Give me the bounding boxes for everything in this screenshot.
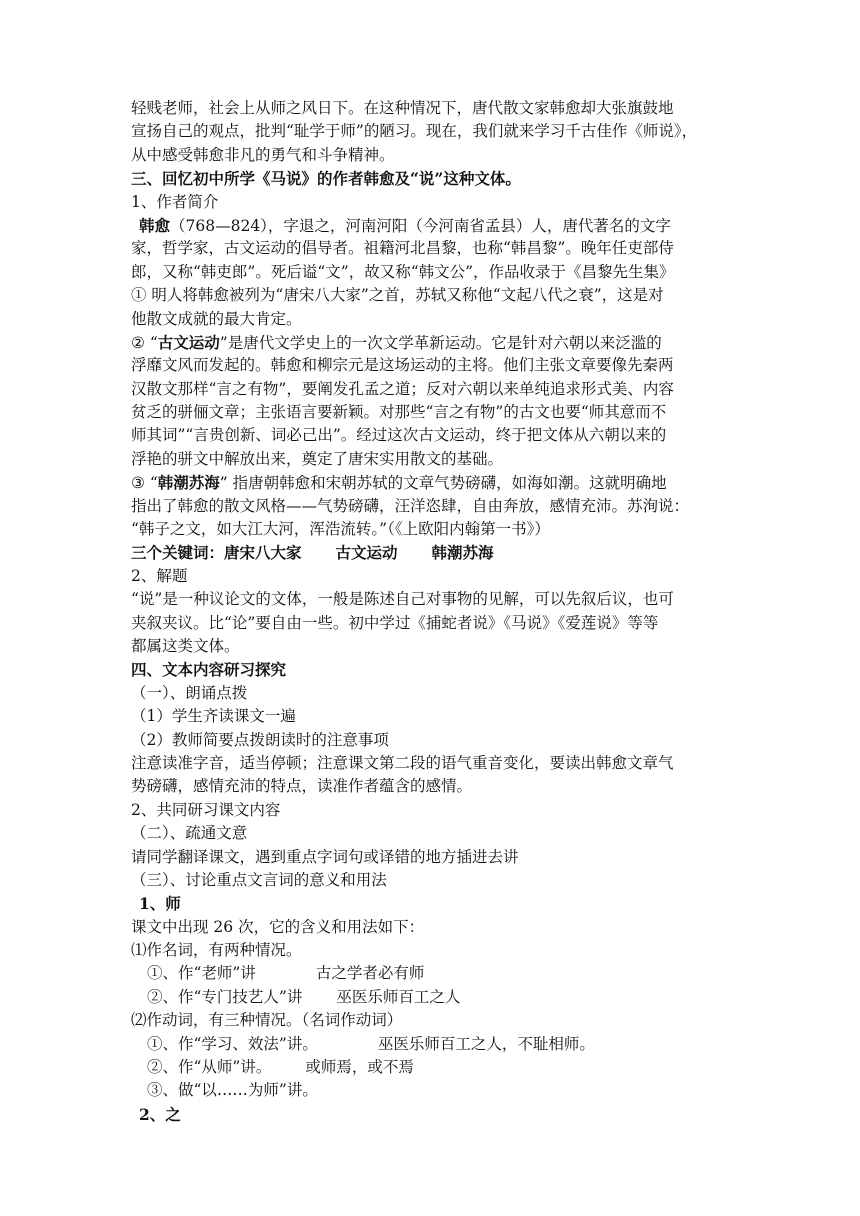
author-intro-text: （768—824），字退之，河南河阳（今河南省孟县）人，唐代著名的文字 [170,216,671,235]
paragraph-line: 浮靡文风而发起的。韩愈和柳宗元是这场运动的主将。他们主张文章要像先秦两 [131,356,674,375]
paragraph-line: 轻贱老师，社会上从师之风日下。在这种情况下，唐代散文家韩愈却大张旗鼓地 [131,99,674,117]
author-intro-line [131,214,731,237]
term-guwen-yundong: 古文运动 [157,332,220,352]
paragraph-line: “韩子之文，如大江大河，浑浩流转。”（《上欧阳内翰第一书》） [131,520,550,539]
word-heading-shi: 1、师 [139,894,181,914]
paragraph-line: 贫乏的骈俪文章；主张语言要新颖。对那些“言之有物”的古文也要“师其意而不 [131,403,667,422]
term-hanchao-suhai: 韩潮苏海 [157,473,220,493]
paragraph-line: 势磅礴，感情充沛的特点，读准作者蕴含的感情。 [131,777,473,796]
paragraph-line: 都属这类文体。 [131,636,240,655]
list-item: （2）教师简要点拨朗读时的注意事项 [131,730,389,749]
usage-example: 巫医乐师百工之人，不耻相师。 [377,1034,595,1053]
point-2-line [131,331,731,354]
usage-item [131,986,731,1009]
document-page [131,97,731,1126]
paragraph-line: “说”是一种议论文的文体，一般是陈述自己对事物的见解，可以先叙后议，也可 [131,590,674,609]
point-1-line: ① 明人将韩愈被列为“唐宋八大家”之首，苏轼又称他“文起八代之衰”，这是对 [131,286,664,305]
keyword-1: 三个关键词：唐宋八大家 [131,543,302,563]
usage-item [131,962,731,985]
usage-meaning: ②、作“专门技艺人”讲 [147,987,303,1006]
paragraph-line: 注意读准字音，适当停顿；注意课文第二段的语气重音变化，要读出韩愈文章气 [131,753,674,772]
paragraph-line: 师其词”“言贵创新、词必己出”。经过这次古文运动，终于把文体从六朝以来的 [131,426,667,445]
usage-meaning: ②、作“从师”讲。 [147,1058,272,1077]
usage-example: 或师焉，或不焉 [305,1058,414,1077]
list-item: （1）学生齐读课文一遍 [131,707,296,726]
paragraph-line: 郎，又称“韩吏郎”。死后谥“文”，故又称“韩文公”，作品收录于《昌黎先生集》 [131,262,675,281]
paragraph-line: 课文中出现 26 次，它的含义和用法如下： [131,917,425,936]
usage-item [131,1033,731,1056]
usage-category: ⑴作名词，有两种情况。 [131,941,302,960]
point-3-line [131,471,731,494]
paragraph-line: 他散文成就的最大肯定。 [131,309,302,328]
keyword-2: 古文运动 [335,543,398,563]
word-heading-zhi: 2、之 [139,1104,181,1124]
keyword-3: 韩潮苏海 [431,543,494,563]
point-text: ”是唐代文学史上的一次文学革新运动。它是针对六朝以来泛滥的 [219,333,662,352]
subsection-heading: （三）、讨论重点文言词的意义和用法 [131,870,387,889]
subsection-heading: （二）、疏通文意 [131,824,248,843]
subheading-author-intro: 1、作者简介 [131,192,219,211]
point-text: ” 指唐朝韩愈和宋朝苏轼的文章气势磅礴，如海如潮。这就明确地 [219,474,667,493]
paragraph-line: 浮艳的骈文中解放出来，奠定了唐宋实用散文的基础。 [131,449,504,468]
paragraph-line: 夹叙夹议。比“论”要自由一些。初中学过《捕蛇者说》《马说》《爱莲说》等等 [131,613,659,632]
usage-item [131,1056,731,1079]
paragraph-line: 汉散文那样“言之有物”，要阐发孔孟之道；反对六朝以来单纯追求形式美、内容 [131,379,674,398]
subheading-title-explain: 2、解题 [131,566,188,585]
subheading: 2、共同研习课文内容 [131,800,281,819]
keywords-line [131,541,731,564]
paragraph-line: 指出了韩愈的散文风格——气势磅礴，汪洋恣肆，自由奔放，感情充沛。苏洵说： [131,496,690,515]
usage-example: 巫医乐师百工之人 [336,987,461,1006]
usage-category: ⑵作动词，有三种情况。（名词作动词） [131,1011,403,1030]
usage-meaning: ①、作“老师”讲 [147,964,256,983]
point-marker: ② “ [131,333,158,352]
usage-example: 古之学者必有师 [315,964,425,983]
subsection-heading: （一）、朗诵点拨 [131,683,248,702]
section-heading-3: 三、回忆初中所学《马说》的作者韩愈及“说”这种文体。 [131,169,521,189]
point-marker: ③ “ [131,474,158,493]
paragraph-line: 从中感受韩愈非凡的勇气和斗争精神。 [131,145,395,164]
section-heading-4: 四、文本内容研习探究 [131,660,287,680]
paragraph-line: 家，哲学家，古文运动的倡导者。祖籍河北昌黎，也称“韩昌黎”。晚年任吏部侍 [131,239,674,258]
paragraph-line: 请同学翻译课文，遇到重点字词句或译错的地方插进去讲 [131,847,519,866]
usage-item: ③、做“以……为师”讲。 [147,1081,318,1100]
author-name: 韩愈 [139,215,171,235]
usage-meaning: ①、作“学习、效法”讲。 [147,1034,318,1053]
paragraph-line: 宣扬自己的观点，批判“耻学于师”的陋习。现在，我们就来学习千古佳作《师说》， [131,122,698,141]
